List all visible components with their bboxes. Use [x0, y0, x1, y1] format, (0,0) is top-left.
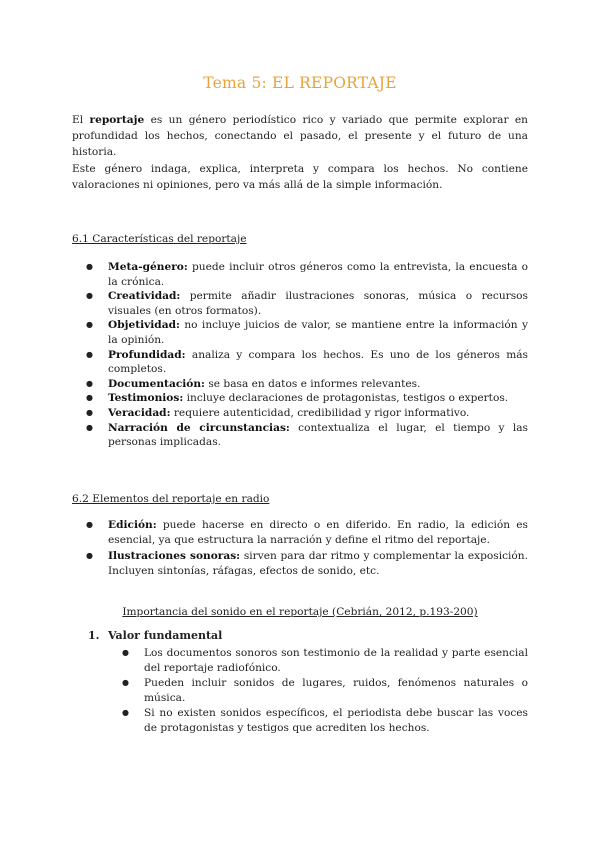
- intro-paragraph-1: [72, 112, 528, 160]
- item-term: Creatividad:: [108, 290, 181, 303]
- intro-text-rest: es un género periodístico rico y variado que permite explorar en profundidad los hechos, conectando el pasado, el presente y el futuro de una historia.: [72, 114, 528, 158]
- intro-text: El: [72, 114, 90, 126]
- point-title: Valor fundamental: [108, 629, 223, 642]
- item-term: Meta-género:: [108, 261, 188, 273]
- list-item: [72, 391, 528, 406]
- list-item: [72, 549, 528, 578]
- radio-elements-list: [72, 518, 528, 578]
- list-item: ● Los documentos sonoros son testimonio de la realidad y parte esencial del reportaje radiofónico.: [108, 646, 528, 675]
- item-term: Profundidad:: [108, 348, 186, 361]
- item-term: Narración de circunstancias:: [108, 421, 290, 434]
- importance-subtitle: Importancia del sonido en el reportaje (Cebrián, 2012, p.193-200): [122, 606, 478, 618]
- item-text: sirven para dar ritmo y complementar la exposición. Incluyen sintonías, ráfagas, efectos de sonido, etc.: [108, 550, 528, 577]
- item-term: Ilustraciones sonoras:: [108, 550, 241, 563]
- point-number: 1.: [88, 629, 100, 642]
- list-item: [72, 518, 528, 547]
- item-text: no incluye juicios de valor, se mantiene entre la información y la opinión.: [108, 319, 528, 346]
- list-item: [72, 406, 528, 421]
- item-text: puede incluir otros géneros como la entrevista, la encuesta o la crónica.: [108, 261, 528, 288]
- item-text: analiza y compara los hechos. Es uno de los géneros más completos.: [108, 348, 528, 376]
- item-text: incluye declaraciones de protagonistas, testigos o expertos.: [183, 392, 509, 405]
- item-term: Testimonios:: [108, 392, 184, 405]
- item-text: contextualiza el lugar, el tiempo y las personas implicadas.: [108, 421, 528, 449]
- list-item: [72, 289, 528, 318]
- item-term: Veracidad:: [108, 406, 171, 419]
- item-text: se basa en datos e informes relevantes.: [204, 377, 421, 390]
- importance-list: [108, 646, 528, 737]
- item-term: Edición:: [108, 519, 157, 531]
- list-item: [72, 421, 528, 450]
- list-item: ● Si no existen sonidos específicos, el periodista debe buscar las voces de protagonistas y testigos que acrediten los hechos.: [108, 706, 528, 735]
- intro-term: reportaje: [89, 114, 145, 126]
- characteristics-list: [72, 260, 528, 450]
- list-item: [72, 260, 528, 289]
- item-term: Documentación:: [108, 377, 205, 390]
- intro-paragraph-2: Este género indaga, explica, interpreta y compara los hechos. No contiene valoraciones ni opiniones, pero va más allá de la simple información.: [72, 163, 528, 191]
- item-text: requiere autenticidad, credibilidad y rigor informativo.: [170, 406, 470, 419]
- item-text: permite añadir ilustraciones sonoras, música o recursos visuales (en otros formatos).: [108, 290, 528, 317]
- list-item: [72, 348, 528, 377]
- numbered-heading: [88, 629, 222, 642]
- item-term: Objetividad:: [108, 319, 180, 332]
- section-2-heading: 6.2 Elementos del reportaje en radio: [72, 493, 270, 505]
- document-title: Tema 5: EL REPORTAJE: [203, 74, 397, 92]
- list-item: [72, 318, 528, 347]
- list-item: ● Pueden incluir sonidos de lugares, ruidos, fenómenos naturales o música.: [108, 676, 528, 705]
- list-item: [72, 377, 528, 392]
- section-1-heading: 6.1 Características del reportaje: [72, 233, 247, 245]
- item-text: puede hacerse en directo o en diferido. En radio, la edición es esencial, ya que estructura la narración y define el ritmo del reportaje.: [108, 519, 528, 546]
